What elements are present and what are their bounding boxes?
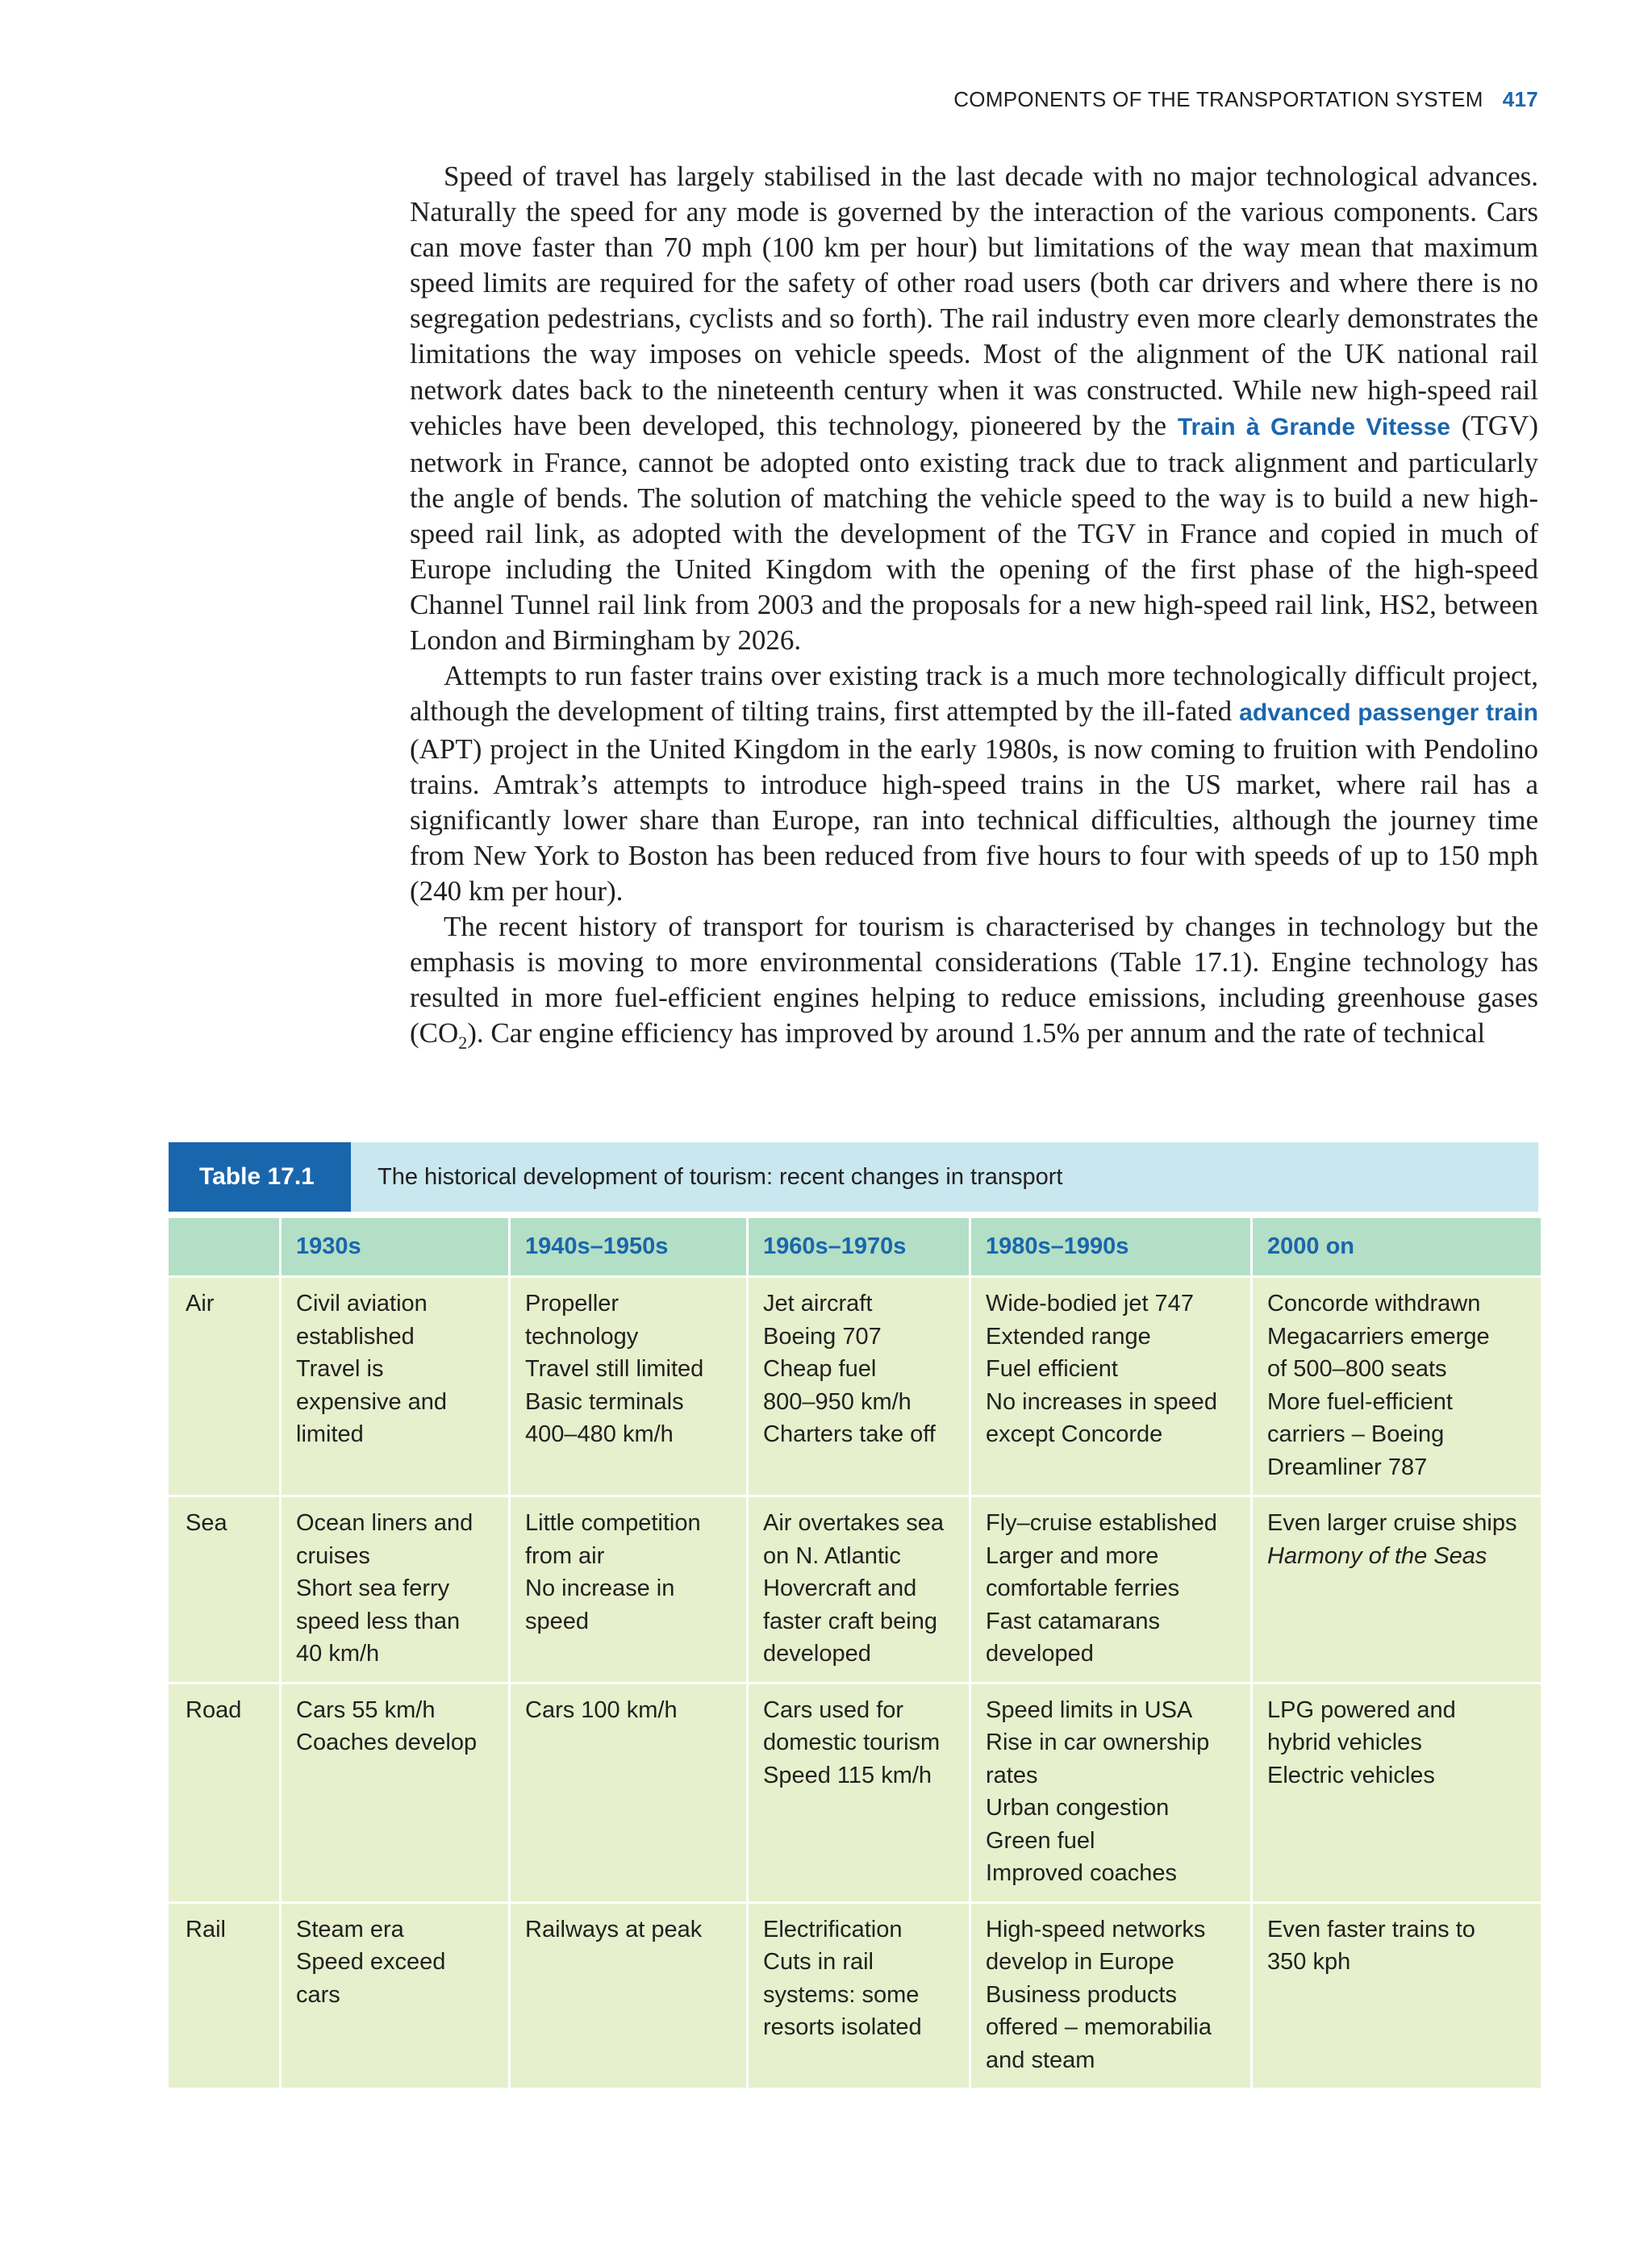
table-cell: Speed limits in USA Rise in car ownership rates Urban congestion Green fuel Improved coaches [971,1684,1250,1901]
ship-name: Harmony of the Seas [1267,1542,1487,1569]
column-header: 2000 on [1253,1218,1541,1275]
table-row [169,1278,1541,1495]
column-header: 1980s–1990s [971,1218,1250,1275]
cell-text: Even larger cruise ships [1267,1510,1517,1536]
subscript: 2 [458,1033,468,1054]
paragraph [410,159,1538,658]
table-cell: High-speed networks develop in Europe Business products offered – memorabilia and steam [971,1904,1250,2089]
paragraph-text: ). Car engine efficiency has improved by around 1.5% per annum and the rate of technical [467,1017,1486,1049]
table-cell: Wide-bodied jet 747 Extended range Fuel efficient No increases in speed except Concorde [971,1278,1250,1495]
column-header: 1960s–1970s [749,1218,969,1275]
paragraph [410,909,1538,1054]
table-header [169,1142,1538,1212]
table-header-row [169,1218,1541,1275]
column-header: 1940s–1950s [511,1218,746,1275]
table-row [169,1684,1541,1901]
paragraph [410,658,1538,909]
table-cell: Cars used for domestic tourism Speed 115 km/h [749,1684,969,1901]
table-cell: Even faster trains to 350 kph [1253,1904,1541,2089]
table-cell: Steam era Speed exceed cars [282,1904,508,2089]
table-row [169,1904,1541,2089]
paragraph-text: Attempts to run faster trains over existing track is a much more technologically difficult project, although the development of tilting trains, first attempted by the ill-fated [410,660,1538,728]
column-header: 1930s [282,1218,508,1275]
table-cell [1253,1497,1541,1682]
table-cell: Concorde withdrawn Megacarriers emerge of 500–800 seats More fuel-efficient carriers – Boeing Dreamliner 787 [1253,1278,1541,1495]
table-cell: Civil aviation established Travel is expensive and limited [282,1278,508,1495]
paragraph-text: The recent history of transport for tourism is characterised by changes in technology but the emphasis is moving to more environmental considerations (Table 17.1). Engine technology has resulted in more fuel-efficient engines helping to reduce emissions, including greenhouse gases (CO [410,910,1538,1049]
column-header [169,1218,279,1275]
table-cell: Air overtakes sea on N. Atlantic Hovercraft and faster craft being developed [749,1497,969,1682]
paragraph-text: Speed of travel has largely stabilised in the last decade with no major technological advances. Naturally the speed for any mode is governed by the interaction of the various components. Cars can move faster than 70 mph (100 km per hour) but limitations of the way mean that maximum speed limits are required for the safety of other road users (both car drivers and where there is no segregation pedestrians, cyclists and so forth). The rail industry even more clearly demonstrates the limitations the way imposes on vehicle speeds. Most of the alignment of the UK national rail network dates back to the nineteenth century when it was constructed. While new high-speed rail vehicles have been developed, this technology, pioneered by the [410,161,1538,441]
table-label: Table 17.1 [169,1142,351,1212]
running-head-title: COMPONENTS OF THE TRANSPORTATION SYSTEM [953,87,1483,111]
table-cell: Electrification Cuts in rail systems: some resorts isolated [749,1904,969,2089]
table-cell: Cars 100 km/h [511,1684,746,1901]
key-term-tgv: Train à Grande Vitesse [1177,413,1450,440]
page-number: 417 [1502,87,1538,111]
table-cell: Cars 55 km/h Coaches develop [282,1684,508,1901]
table-cell: Ocean liners and cruises Short sea ferry speed less than 40 km/h [282,1497,508,1682]
table-cell: Jet aircraft Boeing 707 Cheap fuel 800–950 km/h Charters take off [749,1278,969,1495]
row-header: Road [169,1684,279,1901]
table-caption: The historical development of tourism: recent changes in transport [378,1163,1063,1190]
running-head [953,87,1538,112]
table-cell: Little competition from air No increase in speed [511,1497,746,1682]
paragraph-text: (TGV) network in France, cannot be adopted onto existing track due to track alignment and particularly the angle of bends. The solution of matching the vehicle speed to the way is to build a new high-speed rail link, as adopted with the development of the TGV in France and copied in much of Europe including the United Kingdom with the opening of the first phase of the high-speed Channel Tunnel rail link from 2003 and the proposals for a new high-speed rail link, HS2, between London and Birmingham by 2026. [410,409,1538,657]
body-text [410,159,1538,1054]
row-header: Air [169,1278,279,1495]
row-header: Rail [169,1904,279,2089]
table-cell: Railways at peak [511,1904,746,2089]
table-cell: Fly–cruise established Larger and more comfortable ferries Fast catamarans developed [971,1497,1250,1682]
key-term-apt: advanced passenger train [1239,699,1538,727]
row-header: Sea [169,1497,279,1682]
table-row [169,1497,1541,1682]
table-cell: Propeller technology Travel still limited Basic terminals 400–480 km/h [511,1278,746,1495]
transport-table [166,1216,1543,2090]
paragraph-text: (APT) project in the United Kingdom in the early 1980s, is now coming to fruition with Pendolino trains. Amtrak’s attempts to introduce high-speed trains in the US market, where rail has a significantly lower share than Europe, ran into technical difficulties, although the journey time from New York to Boston has been reduced from five hours to four with speeds of up to 150 mph (240 km per hour). [410,732,1538,907]
table-cell: LPG powered and hybrid vehicles Electric vehicles [1253,1684,1541,1901]
